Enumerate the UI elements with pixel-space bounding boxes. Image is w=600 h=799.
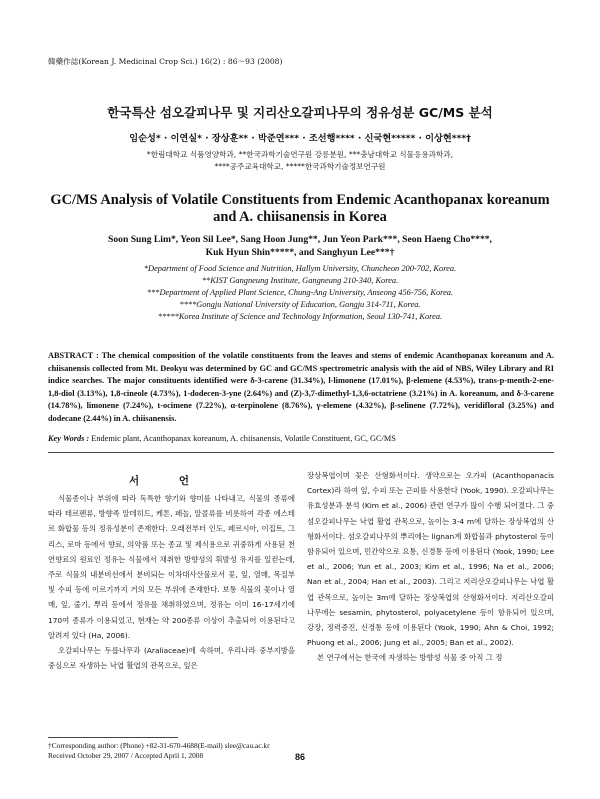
received-accepted-dates: Received October 29, 2007 / Accepted April 1, 2008 — [48, 751, 204, 760]
keywords-text: Endemic plant, Acanthopanax koreanum, A. chiisanensis, Volatile Constituent, GC, GC/MS — [91, 434, 396, 443]
english-authors-line-2: Kuk Hyun Shin*****, and Sanghyun Lee***† — [205, 247, 395, 258]
korean-title: 한국특산 섬오갈피나무 및 지리산오갈피나무의 정유성분 GC/MS 분석 — [107, 105, 493, 120]
section-divider — [48, 452, 554, 453]
english-affiliation-3: ***Department of Applied Plant Science, Chung-Ang University, Anseong 456-756, Korea. — [146, 288, 454, 297]
corresponding-author: †Corresponding author: (Phone) +82-31-670-4688(E-mail) slee@cau.ac.kr — [48, 741, 270, 750]
left-paragraph-2: 오갈피나무는 두릅나무과 (Araliaceae)에 속하며, 우리나라 중부지방을 중심으로 자생하는 낙엽 활엽의 관목으로, 잎은 — [48, 646, 295, 671]
journal-header: 韓藥作誌(Korean J. Medicinal Crop Sci.) 16(2) : 86～93 (2008) — [48, 57, 283, 66]
english-affiliation-1: *Department of Food Science and Nutrition, Hallym University, Chuncheon 200-702, Korea. — [143, 264, 457, 273]
footnote-divider — [48, 737, 178, 738]
keywords-label: Key Words : — [48, 434, 90, 443]
korean-affiliation-2: ****공주교육대학교, *****한국과학기술정보연구원 — [214, 162, 386, 171]
right-paragraph-1: 장상복엽이며 꽃은 산형화서이다. 생약으로는 오가피 (Acanthopanacis Cortex)라 하여 잎, 수피 또는 근피를 사용한다 (Yook, 1990). 오갈피나무는 유효성분과 분석 (Kim et al., 2006) 관련 연구가 많이 수행 되어졌다. 그 중 섬오갈피나무는 낙엽 활엽 관목으로, 높이는 3-4 m에 달하는 장상복엽의 산형화서이다. 섬오갈피나무의 뿌리에는 lignan계 화합물과 phytosterol 등이 함유되어 있으며, 민간약으로 요통, 신경통 등에 이용된다 (Yook, 1990; Lee et al., 2006; Yun et al., 2003; Kim et al., 1996; Na et al., 2006; Nan et al., 2004; Han et al., 2003). 그리고 지리산오갈피나무는 낙엽 활엽 관목으로, 높이는 3m에 달하는 장상복엽의 산형화서이다. 지리산오갈피나무에는 sesamin, phytosterol, polyacetylene 등이 함유되어 있으며, 강장, 정력증진, 신경통 등에 이용된다 (Yook, 1990; Ahn & Choi, 1992; Phuong et al., 2006; Jung et al., 2005; Ban et al., 2002). — [307, 471, 554, 648]
english-affiliation-5: *****Korea Institute of Science and Technology Information, Seoul 130-741, Korea. — [157, 312, 443, 321]
english-affiliation-2: **KIST Gangneung Institute, Gangneung 210-340, Korea. — [201, 276, 399, 285]
page-number: 86 — [294, 752, 305, 762]
english-affiliation-4: ****Gongju National University of Education, Gongju 314-711, Korea. — [179, 300, 421, 309]
right-column — [307, 468, 554, 666]
right-paragraph-2: 본 연구에서는 한국에 자생하는 방향성 식물 중 아직 그 정 — [317, 653, 503, 663]
left-paragraph-1: 식물종이나 부위에 따라 독특한 향기와 향미를 나타내고, 식물의 종류에 따라 테르펜류, 방향족 알데히드, 케톤, 페놀, 알콜류를 비롯하여 각종 에스테르 화합물 등의 정유성분이 존재한다. 오래전부터 인도, 페르시아, 이집트, 그리스, 로마 등에서 향료, 의약품 또는 종교 및 제식용으로 귀중하게 사용된 천연향료의 원료인 정유는 식물에서 채취한 방향성의 휘발성 유지를 일컫는데, 주로 식물의 내분비선에서 분비되는 이차대사산물로서 꽃, 잎, 열매, 목질부 및 수피 등에 이르기까지 거의 모든 부위에 존재한다. 보통 식물의 꽃이나 열매, 잎, 줄기, 뿌리 등에서 정유를 채취하였으며, 정유는 이미 16-17세기에 170여 종류가 이용되었고, 현재는 약 200종류 이상이 추출되어 이용된다고 알려져 있다 (Ha, 2006). — [48, 494, 295, 640]
keywords — [48, 434, 554, 443]
korean-authors: 임순성* · 이연실* · 장상훈** · 박준연*** · 조선행**** · 신국현***** · 이상현***† — [129, 133, 471, 144]
left-column — [48, 491, 295, 673]
english-title-line-1: GC/MS Analysis of Volatile Constituents from Endemic Acanthopanax koreanum — [50, 192, 550, 208]
english-title-line-2: and A. chiisanensis in Korea — [213, 209, 387, 225]
section-title-introduction: 서 언 — [129, 475, 207, 487]
abstract: ABSTRACT : The chemical composition of the volatile constituents from the leaves and stems of endemic Acanthopanax koreanum and A. chiisanensis collected from Mt. Deokyu was determined by GC and GC/MS spectrometric analysis with the aid of NBS, Wiley Library and RI indice searches. The major constituents identified were δ-3-carene (31.34%), l-limonene (17.01%), β-elemene (4.53%), trans-p-menth-2-ene-1,8-diol (3.13%), 1,8-cineole (4.73%), 1-dodecen-3-yne (2.64%) and (Z)-3,7-dimethyl-1,3,6-octatriene (3.21%) in A. koreanum, and δ-3-carene (14.78%), limonene (7.24%), t-ocimene (7.22%), α-terpinolene (8.76%), γ-elemene (4.32%), β-selinene (7.72%), veridifloral (3.25%) and dodecane (2.44%) in A. chiisanensis. — [48, 351, 554, 423]
english-authors-line-1: Soon Sung Lim*, Yeon Sil Lee*, Sang Hoon Jung**, Jun Yeon Park***, Seon Haeng Cho****, — [108, 234, 492, 245]
korean-affiliation-1: *한림대학교 식품영양학과, **한국과학기술연구원 강릉분원, ***충남대학교 식물응용과학과, — [146, 150, 454, 159]
